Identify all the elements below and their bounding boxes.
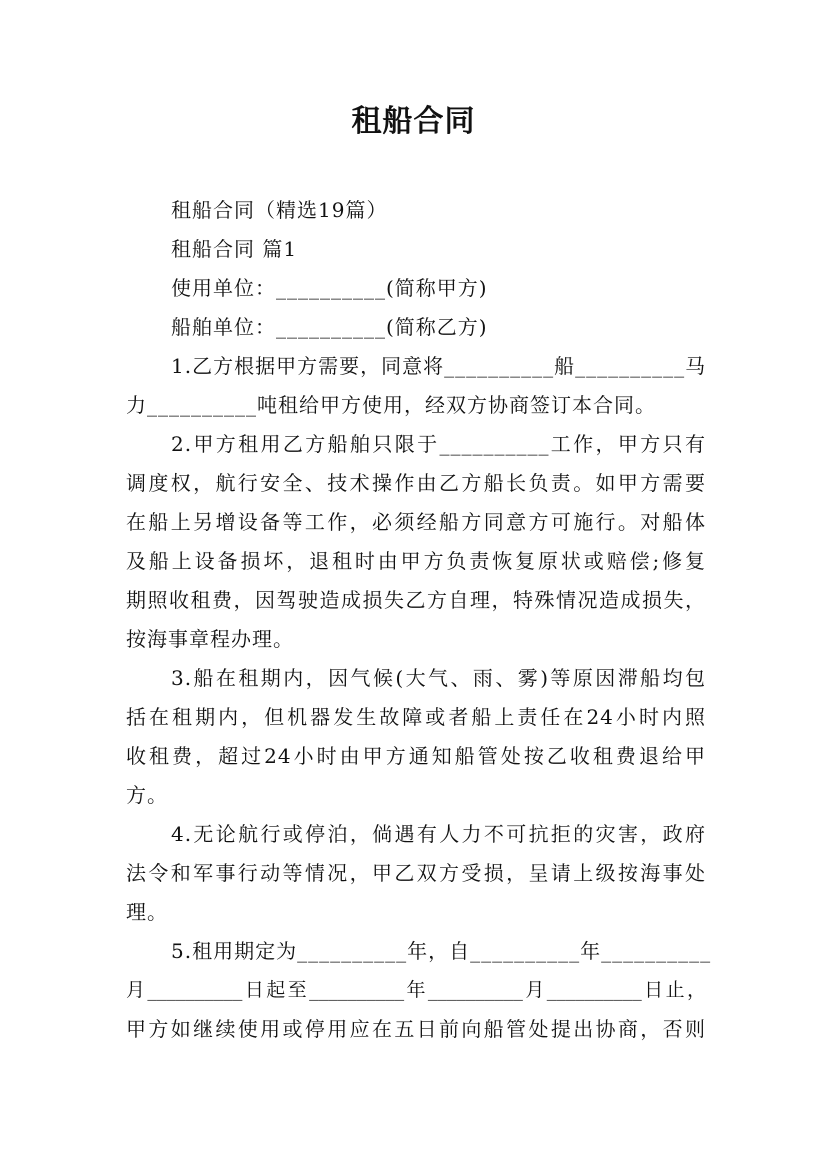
section-heading: 租船合同 篇1 <box>171 237 298 261</box>
clause-line: 括在租期内，但机器发生故障或者船上责任在24小时内照 <box>126 705 706 729</box>
clause-line: 甲方如继续使用或停用应在五日前向船管处提出协商，否则 <box>126 1017 706 1041</box>
clause-line: 方。 <box>126 783 168 807</box>
clause-line: 2.甲方租用乙方船舶只限于__________工作，甲方只有 <box>171 432 706 456</box>
clause-line: 1.乙方根据甲方需要，同意将__________船__________马 <box>171 354 707 378</box>
subtitle-line: 租船合同（精选19篇） <box>171 198 388 222</box>
clause-line: 在船上另增设备等工作，必须经船方同意方可施行。对船体 <box>126 510 706 534</box>
clause-line: 理。 <box>126 900 168 924</box>
clause-line: 月__________日起至__________年__________月__________日止， <box>126 979 706 1001</box>
clause-line: 调度权，航行安全、技术操作由乙方船长负责。如甲方需要 <box>126 471 706 495</box>
document-title: 租船合同 <box>351 104 476 139</box>
clause-line: 收租费，超过24小时由甲方通知船管处按乙收租费退给甲 <box>126 744 706 768</box>
party-a-line: 使用单位：__________(简称甲方) <box>171 276 488 300</box>
clause-line: 及船上设备损坏，退租时由甲方负责恢复原状或赔偿;修复 <box>126 549 706 573</box>
clause-line: 5.租用期定为__________年，自__________年__________ <box>171 939 712 963</box>
clause-line: 期照收租费，因驾驶造成损失乙方自理，特殊情况造成损失， <box>126 588 706 612</box>
clause-line: 4.无论航行或停泊，倘遇有人力不可抗拒的灾害，政府 <box>171 822 706 846</box>
clause-line: 法令和军事行动等情况，甲乙双方受损，呈请上级按海事处 <box>126 861 706 885</box>
clause-line: 按海事章程办理。 <box>126 627 294 651</box>
clause-line: 3.船在租期内，因气候(大气、雨、雾)等原因滞船均包 <box>171 666 706 690</box>
clause-line: 力__________吨租给甲方使用，经双方协商签订本合同。 <box>126 393 656 417</box>
party-b-line: 船舶单位：__________(简称乙方) <box>171 315 488 339</box>
